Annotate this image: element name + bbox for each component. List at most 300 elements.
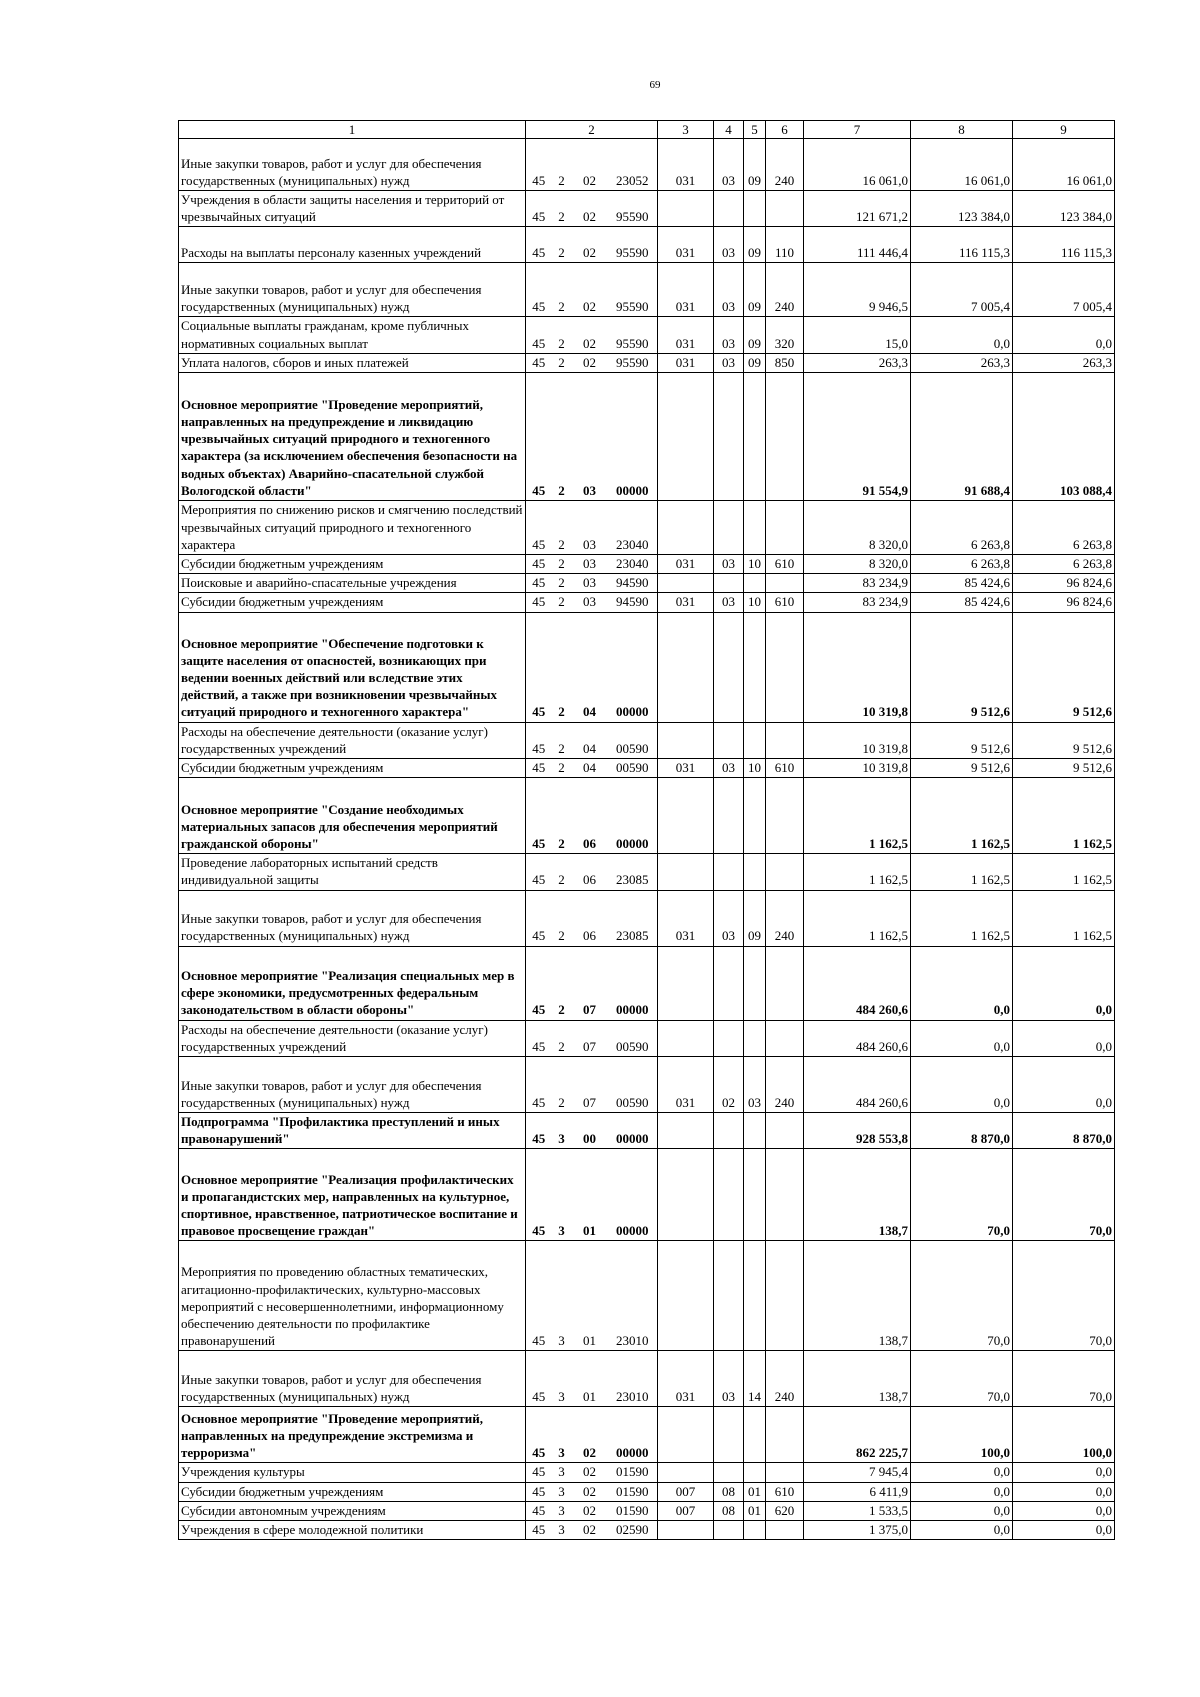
- direction-code: 01590: [608, 1501, 658, 1520]
- expense-type-code: 240: [766, 1351, 804, 1407]
- header-cell-6: 6: [766, 121, 804, 139]
- program-code: 45: [526, 1521, 552, 1540]
- table-row: [179, 593, 1115, 612]
- ministry-code: 031: [658, 227, 714, 263]
- expense-type-code: [766, 1149, 804, 1241]
- expense-type-code: 240: [766, 890, 804, 946]
- expense-type-code: [766, 946, 804, 1020]
- section-code: [714, 191, 744, 227]
- amount-year-2: 100,0: [911, 1407, 1013, 1463]
- section-code: [714, 1020, 744, 1056]
- expense-type-code: [766, 1241, 804, 1351]
- subprogram-code: 2: [552, 946, 572, 1020]
- ministry-code: 007: [658, 1482, 714, 1501]
- ministry-code: 031: [658, 139, 714, 191]
- ministry-code: 031: [658, 317, 714, 353]
- subsection-code: [744, 1407, 766, 1463]
- header-cell-3: 3: [658, 121, 714, 139]
- section-code: [714, 373, 744, 501]
- table-row: [179, 1057, 1115, 1113]
- direction-code: 95590: [608, 191, 658, 227]
- amount-year-2: 0,0: [911, 1020, 1013, 1056]
- section-code: 03: [714, 555, 744, 574]
- direction-code: 23052: [608, 139, 658, 191]
- ministry-code: [658, 191, 714, 227]
- subsection-code: 10: [744, 759, 766, 778]
- program-code: 45: [526, 1057, 552, 1113]
- amount-year-1: 1 162,5: [804, 854, 911, 890]
- amount-year-1: 138,7: [804, 1351, 911, 1407]
- row-name: Иные закупки товаров, работ и услуг для обеспечения государственных (муниципальных) нужд: [179, 263, 526, 317]
- subprogram-code: 2: [552, 139, 572, 191]
- ministry-code: [658, 1463, 714, 1482]
- ministry-code: [658, 1407, 714, 1463]
- table-row: [179, 778, 1115, 854]
- direction-code: 00000: [608, 1407, 658, 1463]
- amount-year-2: 0,0: [911, 946, 1013, 1020]
- measure-code: 01: [572, 1149, 608, 1241]
- amount-year-3: 16 061,0: [1013, 139, 1115, 191]
- expense-type-code: 110: [766, 227, 804, 263]
- amount-year-1: 1 162,5: [804, 890, 911, 946]
- ministry-code: 031: [658, 593, 714, 612]
- amount-year-3: 0,0: [1013, 1463, 1115, 1482]
- direction-code: 23010: [608, 1351, 658, 1407]
- amount-year-2: 16 061,0: [911, 139, 1013, 191]
- section-code: 08: [714, 1482, 744, 1501]
- direction-code: 00590: [608, 1057, 658, 1113]
- measure-code: 03: [572, 574, 608, 593]
- amount-year-2: 70,0: [911, 1351, 1013, 1407]
- amount-year-2: 9 512,6: [911, 722, 1013, 758]
- row-name: Иные закупки товаров, работ и услуг для обеспечения государственных (муниципальных) нужд: [179, 1351, 526, 1407]
- ministry-code: 031: [658, 759, 714, 778]
- subsection-code: [744, 1149, 766, 1241]
- subprogram-code: 2: [552, 1057, 572, 1113]
- amount-year-1: 484 260,6: [804, 1057, 911, 1113]
- program-code: 45: [526, 722, 552, 758]
- measure-code: 03: [572, 373, 608, 501]
- section-code: [714, 574, 744, 593]
- table-row: [179, 227, 1115, 263]
- expense-type-code: [766, 574, 804, 593]
- subsection-code: 03: [744, 1057, 766, 1113]
- table-row: [179, 1149, 1115, 1241]
- row-name: Субсидии бюджетным учреждениям: [179, 1482, 526, 1501]
- subprogram-code: 2: [552, 593, 572, 612]
- header-cell-9: 9: [1013, 121, 1115, 139]
- amount-year-3: 96 824,6: [1013, 593, 1115, 612]
- section-code: [714, 854, 744, 890]
- expense-type-code: 610: [766, 555, 804, 574]
- subsection-code: 09: [744, 890, 766, 946]
- ministry-code: [658, 373, 714, 501]
- section-code: 03: [714, 353, 744, 372]
- measure-code: 02: [572, 317, 608, 353]
- measure-code: 02: [572, 1407, 608, 1463]
- row-name: Основное мероприятие "Реализация специальных мер в сфере экономики, предусмотренных федеральным законодательством в области обороны": [179, 946, 526, 1020]
- amount-year-3: 0,0: [1013, 317, 1115, 353]
- amount-year-3: 123 384,0: [1013, 191, 1115, 227]
- section-code: 03: [714, 317, 744, 353]
- section-code: 03: [714, 227, 744, 263]
- row-name: Проведение лабораторных испытаний средств индивидуальной защиты: [179, 854, 526, 890]
- program-code: 45: [526, 555, 552, 574]
- amount-year-3: 9 512,6: [1013, 722, 1115, 758]
- row-name: Основное мероприятие "Создание необходимых материальных запасов для обеспечения мероприятий гражданской обороны": [179, 778, 526, 854]
- ministry-code: 031: [658, 353, 714, 372]
- ministry-code: [658, 946, 714, 1020]
- measure-code: 06: [572, 854, 608, 890]
- amount-year-2: 0,0: [911, 317, 1013, 353]
- measure-code: 02: [572, 191, 608, 227]
- amount-year-1: 1 533,5: [804, 1501, 911, 1520]
- subsection-code: [744, 722, 766, 758]
- measure-code: 03: [572, 501, 608, 555]
- expense-type-code: 240: [766, 263, 804, 317]
- row-name: Основное мероприятие "Проведение мероприятий, направленных на предупреждение экстремизма и терроризма": [179, 1407, 526, 1463]
- table-row: [179, 1020, 1115, 1056]
- budget-table: [178, 120, 1115, 1540]
- ministry-code: [658, 1113, 714, 1149]
- subsection-code: [744, 501, 766, 555]
- table-row: [179, 890, 1115, 946]
- program-code: 45: [526, 1149, 552, 1241]
- measure-code: 07: [572, 1057, 608, 1113]
- subprogram-code: 3: [552, 1407, 572, 1463]
- expense-type-code: [766, 722, 804, 758]
- direction-code: 23040: [608, 501, 658, 555]
- amount-year-3: 0,0: [1013, 1057, 1115, 1113]
- section-code: 03: [714, 759, 744, 778]
- amount-year-1: 8 320,0: [804, 501, 911, 555]
- direction-code: 95590: [608, 353, 658, 372]
- row-name: Поисковые и аварийно-спасательные учреждения: [179, 574, 526, 593]
- measure-code: 02: [572, 1521, 608, 1540]
- amount-year-3: 0,0: [1013, 1482, 1115, 1501]
- table-row: [179, 574, 1115, 593]
- subprogram-code: 3: [552, 1351, 572, 1407]
- expense-type-code: 240: [766, 139, 804, 191]
- direction-code: 00590: [608, 722, 658, 758]
- subprogram-code: 2: [552, 574, 572, 593]
- amount-year-3: 1 162,5: [1013, 854, 1115, 890]
- subprogram-code: 2: [552, 317, 572, 353]
- ministry-code: [658, 1241, 714, 1351]
- measure-code: 07: [572, 946, 608, 1020]
- amount-year-2: 116 115,3: [911, 227, 1013, 263]
- subprogram-code: 2: [552, 353, 572, 372]
- table-row: [179, 191, 1115, 227]
- measure-code: 06: [572, 778, 608, 854]
- program-code: 45: [526, 1407, 552, 1463]
- expense-type-code: 610: [766, 759, 804, 778]
- section-code: 03: [714, 890, 744, 946]
- expense-type-code: [766, 1407, 804, 1463]
- direction-code: 00000: [608, 373, 658, 501]
- section-code: [714, 1521, 744, 1540]
- direction-code: 23040: [608, 555, 658, 574]
- header-cell-7: 7: [804, 121, 911, 139]
- direction-code: 02590: [608, 1521, 658, 1540]
- amount-year-1: 138,7: [804, 1241, 911, 1351]
- table-row: [179, 139, 1115, 191]
- ministry-code: [658, 1149, 714, 1241]
- direction-code: 00000: [608, 778, 658, 854]
- subsection-code: 09: [744, 139, 766, 191]
- ministry-code: [658, 1521, 714, 1540]
- amount-year-2: 6 263,8: [911, 555, 1013, 574]
- measure-code: 01: [572, 1241, 608, 1351]
- section-code: [714, 612, 744, 722]
- amount-year-3: 7 005,4: [1013, 263, 1115, 317]
- amount-year-1: 263,3: [804, 353, 911, 372]
- amount-year-1: 10 319,8: [804, 612, 911, 722]
- amount-year-1: 83 234,9: [804, 593, 911, 612]
- subprogram-code: 2: [552, 722, 572, 758]
- row-name: Иные закупки товаров, работ и услуг для обеспечения государственных (муниципальных) нужд: [179, 1057, 526, 1113]
- header-cell-4: 4: [714, 121, 744, 139]
- direction-code: 00000: [608, 1149, 658, 1241]
- program-code: 45: [526, 574, 552, 593]
- amount-year-2: 0,0: [911, 1463, 1013, 1482]
- program-code: 45: [526, 263, 552, 317]
- program-code: 45: [526, 501, 552, 555]
- table-row: [179, 1113, 1115, 1149]
- table-row: [179, 555, 1115, 574]
- measure-code: 07: [572, 1020, 608, 1056]
- subprogram-code: 2: [552, 373, 572, 501]
- row-name: Основное мероприятие "Реализация профилактических и пропагандистских мер, направленных на культурное, спортивное, нравственное, патриотическое воспитание и правовое просвещение граждан": [179, 1149, 526, 1241]
- subprogram-code: 2: [552, 759, 572, 778]
- subsection-code: 09: [744, 263, 766, 317]
- expense-type-code: [766, 1020, 804, 1056]
- amount-year-3: 70,0: [1013, 1241, 1115, 1351]
- row-name: Основное мероприятие "Проведение мероприятий, направленных на предупреждение и ликвидацию чрезвычайных ситуаций природного и техногенного характера (за исключением обеспечения безопасности на водных объектах) Аварийно-спасательной службой Вологодской области": [179, 373, 526, 501]
- subsection-code: 01: [744, 1482, 766, 1501]
- row-name: Расходы на обеспечение деятельности (оказание услуг) государственных учреждений: [179, 1020, 526, 1056]
- program-code: 45: [526, 227, 552, 263]
- amount-year-3: 6 263,8: [1013, 555, 1115, 574]
- table-row: [179, 854, 1115, 890]
- amount-year-3: 0,0: [1013, 1521, 1115, 1540]
- subsection-code: 09: [744, 227, 766, 263]
- subprogram-code: 3: [552, 1149, 572, 1241]
- row-name: Субсидии бюджетным учреждениям: [179, 593, 526, 612]
- amount-year-1: 862 225,7: [804, 1407, 911, 1463]
- subsection-code: 09: [744, 353, 766, 372]
- amount-year-3: 103 088,4: [1013, 373, 1115, 501]
- subprogram-code: 3: [552, 1501, 572, 1520]
- section-code: 03: [714, 593, 744, 612]
- amount-year-3: 70,0: [1013, 1351, 1115, 1407]
- row-name: Субсидии автономным учреждениям: [179, 1501, 526, 1520]
- subprogram-code: 3: [552, 1241, 572, 1351]
- amount-year-1: 121 671,2: [804, 191, 911, 227]
- row-name: Социальные выплаты гражданам, кроме публичных нормативных социальных выплат: [179, 317, 526, 353]
- subsection-code: [744, 191, 766, 227]
- table-row: [179, 1241, 1115, 1351]
- subprogram-code: 3: [552, 1521, 572, 1540]
- program-code: 45: [526, 191, 552, 227]
- measure-code: 03: [572, 555, 608, 574]
- program-code: 45: [526, 1113, 552, 1149]
- program-code: 45: [526, 593, 552, 612]
- amount-year-3: 1 162,5: [1013, 890, 1115, 946]
- measure-code: 02: [572, 227, 608, 263]
- amount-year-3: 0,0: [1013, 1020, 1115, 1056]
- row-name: Расходы на обеспечение деятельности (оказание услуг) государственных учреждений: [179, 722, 526, 758]
- table-row: [179, 1463, 1115, 1482]
- expense-type-code: [766, 191, 804, 227]
- row-name: Учреждения в сфере молодежной политики: [179, 1521, 526, 1540]
- table-row: [179, 317, 1115, 353]
- amount-year-3: 6 263,8: [1013, 501, 1115, 555]
- table-row: [179, 1482, 1115, 1501]
- measure-code: 02: [572, 139, 608, 191]
- row-name: Субсидии бюджетным учреждениям: [179, 555, 526, 574]
- subprogram-code: 2: [552, 227, 572, 263]
- measure-code: 02: [572, 1501, 608, 1520]
- ministry-code: 031: [658, 890, 714, 946]
- subprogram-code: 2: [552, 1020, 572, 1056]
- program-code: 45: [526, 612, 552, 722]
- amount-year-2: 9 512,6: [911, 612, 1013, 722]
- program-code: 45: [526, 778, 552, 854]
- row-name: Уплата налогов, сборов и иных платежей: [179, 353, 526, 372]
- subprogram-code: 2: [552, 778, 572, 854]
- subsection-code: [744, 778, 766, 854]
- amount-year-2: 1 162,5: [911, 890, 1013, 946]
- amount-year-3: 0,0: [1013, 946, 1115, 1020]
- program-code: 45: [526, 1501, 552, 1520]
- section-code: [714, 1149, 744, 1241]
- program-code: 45: [526, 353, 552, 372]
- program-code: 45: [526, 946, 552, 1020]
- measure-code: 00: [572, 1113, 608, 1149]
- ministry-code: 007: [658, 1501, 714, 1520]
- ministry-code: [658, 854, 714, 890]
- header-row: [179, 121, 1115, 139]
- section-code: [714, 778, 744, 854]
- row-name: Учреждения в области защиты населения и территорий от чрезвычайных ситуаций: [179, 191, 526, 227]
- direction-code: 01590: [608, 1482, 658, 1501]
- section-code: [714, 1407, 744, 1463]
- measure-code: 01: [572, 1351, 608, 1407]
- ministry-code: 031: [658, 1351, 714, 1407]
- amount-year-1: 928 553,8: [804, 1113, 911, 1149]
- amount-year-2: 1 162,5: [911, 778, 1013, 854]
- ministry-code: [658, 574, 714, 593]
- expense-type-code: 610: [766, 1482, 804, 1501]
- amount-year-1: 111 446,4: [804, 227, 911, 263]
- measure-code: 06: [572, 890, 608, 946]
- expense-type-code: 620: [766, 1501, 804, 1520]
- subsection-code: 14: [744, 1351, 766, 1407]
- header-cell-2: 2: [526, 121, 658, 139]
- expense-type-code: 610: [766, 593, 804, 612]
- subsection-code: [744, 946, 766, 1020]
- subprogram-code: 3: [552, 1463, 572, 1482]
- header-cell-8: 8: [911, 121, 1013, 139]
- amount-year-1: 1 375,0: [804, 1521, 911, 1540]
- ministry-code: [658, 1020, 714, 1056]
- amount-year-1: 484 260,6: [804, 946, 911, 1020]
- subsection-code: [744, 612, 766, 722]
- row-name: Мероприятия по снижению рисков и смягчению последствий чрезвычайных ситуаций природного и техногенного характера: [179, 501, 526, 555]
- row-name: Расходы на выплаты персоналу казенных учреждений: [179, 227, 526, 263]
- direction-code: 01590: [608, 1463, 658, 1482]
- subprogram-code: 2: [552, 263, 572, 317]
- subsection-code: [744, 854, 766, 890]
- amount-year-3: 9 512,6: [1013, 612, 1115, 722]
- row-name: Подпрограмма "Профилактика преступлений и иных правонарушений": [179, 1113, 526, 1149]
- amount-year-2: 263,3: [911, 353, 1013, 372]
- amount-year-2: 0,0: [911, 1482, 1013, 1501]
- table-row: [179, 722, 1115, 758]
- table-row: [179, 1521, 1115, 1540]
- program-code: 45: [526, 1020, 552, 1056]
- ministry-code: [658, 612, 714, 722]
- amount-year-1: 16 061,0: [804, 139, 911, 191]
- section-code: 03: [714, 263, 744, 317]
- measure-code: 04: [572, 759, 608, 778]
- direction-code: 00000: [608, 612, 658, 722]
- expense-type-code: [766, 854, 804, 890]
- subsection-code: [744, 373, 766, 501]
- table-row: [179, 1501, 1115, 1520]
- subprogram-code: 2: [552, 854, 572, 890]
- amount-year-1: 83 234,9: [804, 574, 911, 593]
- direction-code: 23085: [608, 890, 658, 946]
- amount-year-1: 7 945,4: [804, 1463, 911, 1482]
- table-row: [179, 373, 1115, 501]
- direction-code: 95590: [608, 263, 658, 317]
- amount-year-2: 85 424,6: [911, 593, 1013, 612]
- amount-year-3: 70,0: [1013, 1149, 1115, 1241]
- direction-code: 00000: [608, 946, 658, 1020]
- measure-code: 02: [572, 1482, 608, 1501]
- section-code: [714, 1463, 744, 1482]
- section-code: 02: [714, 1057, 744, 1113]
- ministry-code: 031: [658, 263, 714, 317]
- subprogram-code: 3: [552, 1113, 572, 1149]
- subsection-code: [744, 574, 766, 593]
- ministry-code: 031: [658, 555, 714, 574]
- subsection-code: [744, 1113, 766, 1149]
- ministry-code: [658, 722, 714, 758]
- subsection-code: 10: [744, 593, 766, 612]
- amount-year-1: 15,0: [804, 317, 911, 353]
- expense-type-code: 320: [766, 317, 804, 353]
- amount-year-3: 8 870,0: [1013, 1113, 1115, 1149]
- subsection-code: 09: [744, 317, 766, 353]
- amount-year-2: 0,0: [911, 1057, 1013, 1113]
- amount-year-3: 116 115,3: [1013, 227, 1115, 263]
- amount-year-2: 6 263,8: [911, 501, 1013, 555]
- table-row: [179, 263, 1115, 317]
- measure-code: 04: [572, 722, 608, 758]
- row-name: Мероприятия по проведению областных тематических, агитационно-профилактических, культурно-массовых мероприятий с несовершеннолетними, информационному обеспечению деятельности по профилактике правонарушений: [179, 1241, 526, 1351]
- section-code: [714, 1113, 744, 1149]
- expense-type-code: [766, 778, 804, 854]
- amount-year-2: 70,0: [911, 1149, 1013, 1241]
- ministry-code: 031: [658, 1057, 714, 1113]
- program-code: 45: [526, 890, 552, 946]
- amount-year-2: 91 688,4: [911, 373, 1013, 501]
- table-body: [179, 121, 1115, 1540]
- direction-code: 23010: [608, 1241, 658, 1351]
